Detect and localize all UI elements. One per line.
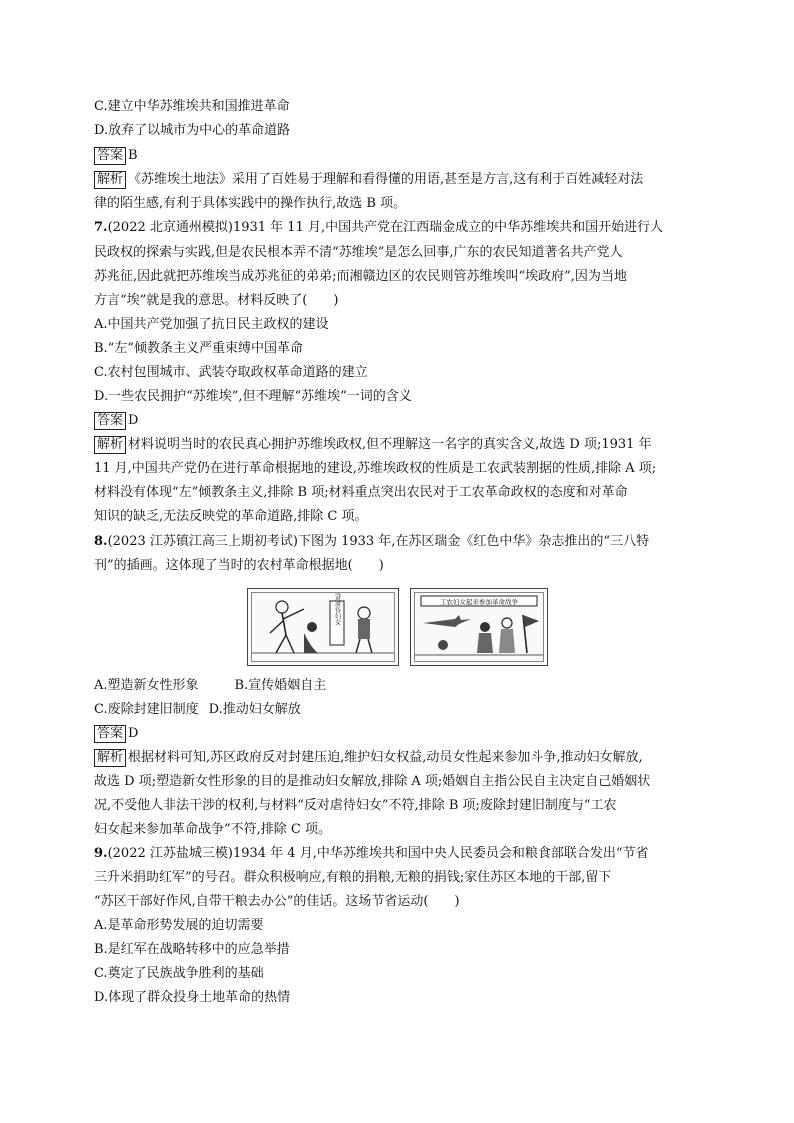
answer-value: D bbox=[128, 726, 139, 741]
stem-text: (2023 江苏镇江高三上期初考试)下图为 1933 年,在苏区瑞金《红色中华》杂志推出的“三八特 bbox=[107, 534, 650, 549]
q9-stem-line-2: 三升米捐助红军”的号召。群众积极响应,有粮的捐粮,无粮的捐钱;家住苏区本地的干部,留下 bbox=[94, 870, 612, 885]
analysis-text: 《苏维埃土地法》采用了百姓易于理解和看得懂的用语,甚至是方言,这有利于百姓减轻对法 bbox=[128, 172, 644, 187]
q9-option-d: D.体现了群众投身土地革命的热情 bbox=[94, 990, 291, 1005]
analysis-text: 材料说明当时的农民真心拥护苏维埃政权,但不理解这一名字的真实含义,故选 D 项;1931 年 bbox=[128, 437, 652, 452]
q7-analysis-line-4: 知识的缺乏,无法反映党的革命道路,排除 C 项。 bbox=[94, 509, 368, 524]
q7-stem-line-1 bbox=[94, 218, 663, 238]
stem-text: (2022 江苏盐城三模)1934 年 4 月,中华苏维埃共和国中央人民委员会和粮食部联合发出“节省 bbox=[107, 846, 649, 861]
q8-option-c: C.废除封建旧制度 bbox=[94, 702, 199, 717]
answer-label: 答案 bbox=[94, 147, 126, 165]
q8-answer bbox=[94, 724, 138, 744]
answer-label: 答案 bbox=[94, 725, 126, 743]
q8-option-a: A.塑造新女性形象 bbox=[94, 678, 199, 693]
question-number: 9. bbox=[94, 846, 108, 861]
illustration-right-panel bbox=[410, 588, 548, 666]
cartoon-left-drawing bbox=[252, 593, 394, 661]
q9-option-b: B.是红军在战略转移中的应急举措 bbox=[94, 942, 290, 957]
q7-analysis-line-3: 材料没有体现“左”倾教条主义,排除 B 项;材料重点突出农民对于工农革命政权的态度和对革命 bbox=[94, 485, 628, 500]
analysis-text: 根据材料可知,苏区政府反对封建压迫,维护妇女权益,动员女性起来参加斗争,推动妇女解放, bbox=[128, 750, 643, 765]
q8-analysis-line-3: 况,不受他人非法干涉的权利,与材料“反对虐待妇女”不符,排除 B 项;废除封建旧制度与“工农 bbox=[94, 798, 617, 813]
panel-frame bbox=[251, 592, 395, 662]
q8-option-d: D.推动妇女解放 bbox=[208, 702, 301, 717]
analysis-label: 解析 bbox=[94, 749, 126, 767]
q7-answer bbox=[94, 411, 138, 431]
q7-analysis-line-1 bbox=[94, 435, 652, 455]
stem-text: (2022 北京通州模拟)1931 年 11 月,中国共产党在江西瑞金成立的中华苏维埃共和国开始进行人 bbox=[107, 220, 664, 235]
left-panel-caption: 反对虐待妇女 bbox=[333, 593, 341, 625]
q6-option-c: C.建立中华苏维埃共和国推进革命 bbox=[94, 99, 290, 114]
answer-value: D bbox=[128, 413, 139, 428]
q9-stem-line-3: “苏区干部好作风,自带干粮去办公”的佳话。这场节省运动( ) bbox=[94, 894, 460, 909]
q8-stem-line-2: 刊”的插画。这体现了当时的农村革命根据地( ) bbox=[94, 558, 384, 573]
answer-label: 答案 bbox=[94, 412, 126, 430]
q7-option-c: C.农村包围城市、武装夺取政权革命道路的建立 bbox=[94, 365, 368, 380]
right-panel-caption: 工农妇女起来参加革命战争 bbox=[440, 598, 518, 606]
q7-option-d: D.一些农民拥护“苏维埃”,但不理解“苏维埃”一词的含义 bbox=[94, 389, 412, 404]
q9-stem-line-1 bbox=[94, 844, 648, 864]
question-number: 8. bbox=[94, 534, 108, 549]
q7-stem-line-4: 方言“埃”就是我的意思。材料反映了( ) bbox=[94, 293, 339, 308]
q7-analysis-line-2: 11 月,中国共产党仍在进行革命根据地的建设,苏维埃政权的性质是工农武装割据的性质,排除 A 项; bbox=[94, 461, 657, 476]
q8-options-row-1 bbox=[94, 676, 326, 696]
q8-analysis-line-2: 故选 D 项;塑造新女性形象的目的是推动妇女解放,排除 A 项;婚姻自主指公民自主决定自己婚姻状 bbox=[94, 774, 651, 789]
cartoon-right-drawing bbox=[415, 593, 543, 661]
q9-option-c: C.奠定了民族战争胜利的基础 bbox=[94, 966, 264, 981]
q7-option-b: B.“左”倾教条主义严重束缚中国革命 bbox=[94, 341, 303, 356]
question-number: 7. bbox=[94, 220, 108, 235]
q6-analysis-line-1 bbox=[94, 170, 643, 190]
illustration-left-panel bbox=[247, 588, 399, 666]
q9-option-a: A.是革命形势发展的迫切需要 bbox=[94, 918, 264, 933]
panel-frame bbox=[414, 592, 544, 662]
q7-option-a: A.中国共产党加强了抗日民主政权的建设 bbox=[94, 317, 329, 332]
q6-analysis-line-2: 律的陌生感,有利于具体实践中的操作执行,故选 B 项。 bbox=[94, 196, 407, 211]
q7-stem-line-2: 民政权的探索与实践,但是农民根本弄不清“苏维埃”是怎么回事,广东的农民知道著名共产党人 bbox=[94, 245, 623, 260]
q8-options-row-2 bbox=[94, 700, 301, 720]
q7-stem-line-3: 苏兆征,因此就把苏维埃当成苏兆征的弟弟;而湘赣边区的农民则管苏维埃叫“埃政府”,因为当地 bbox=[94, 269, 627, 284]
analysis-label: 解析 bbox=[94, 171, 126, 189]
q6-answer bbox=[94, 146, 138, 166]
q8-option-b: B.宣传婚姻自主 bbox=[234, 678, 327, 693]
q8-analysis-line-1 bbox=[94, 748, 643, 768]
analysis-label: 解析 bbox=[94, 436, 126, 454]
answer-value: B bbox=[128, 148, 138, 163]
q8-stem-line-1 bbox=[94, 532, 649, 552]
q8-analysis-line-4: 妇女起来参加革命战争”不符,排除 C 项。 bbox=[94, 822, 331, 837]
q6-option-d: D.放弃了以城市为中心的革命道路 bbox=[94, 123, 291, 138]
